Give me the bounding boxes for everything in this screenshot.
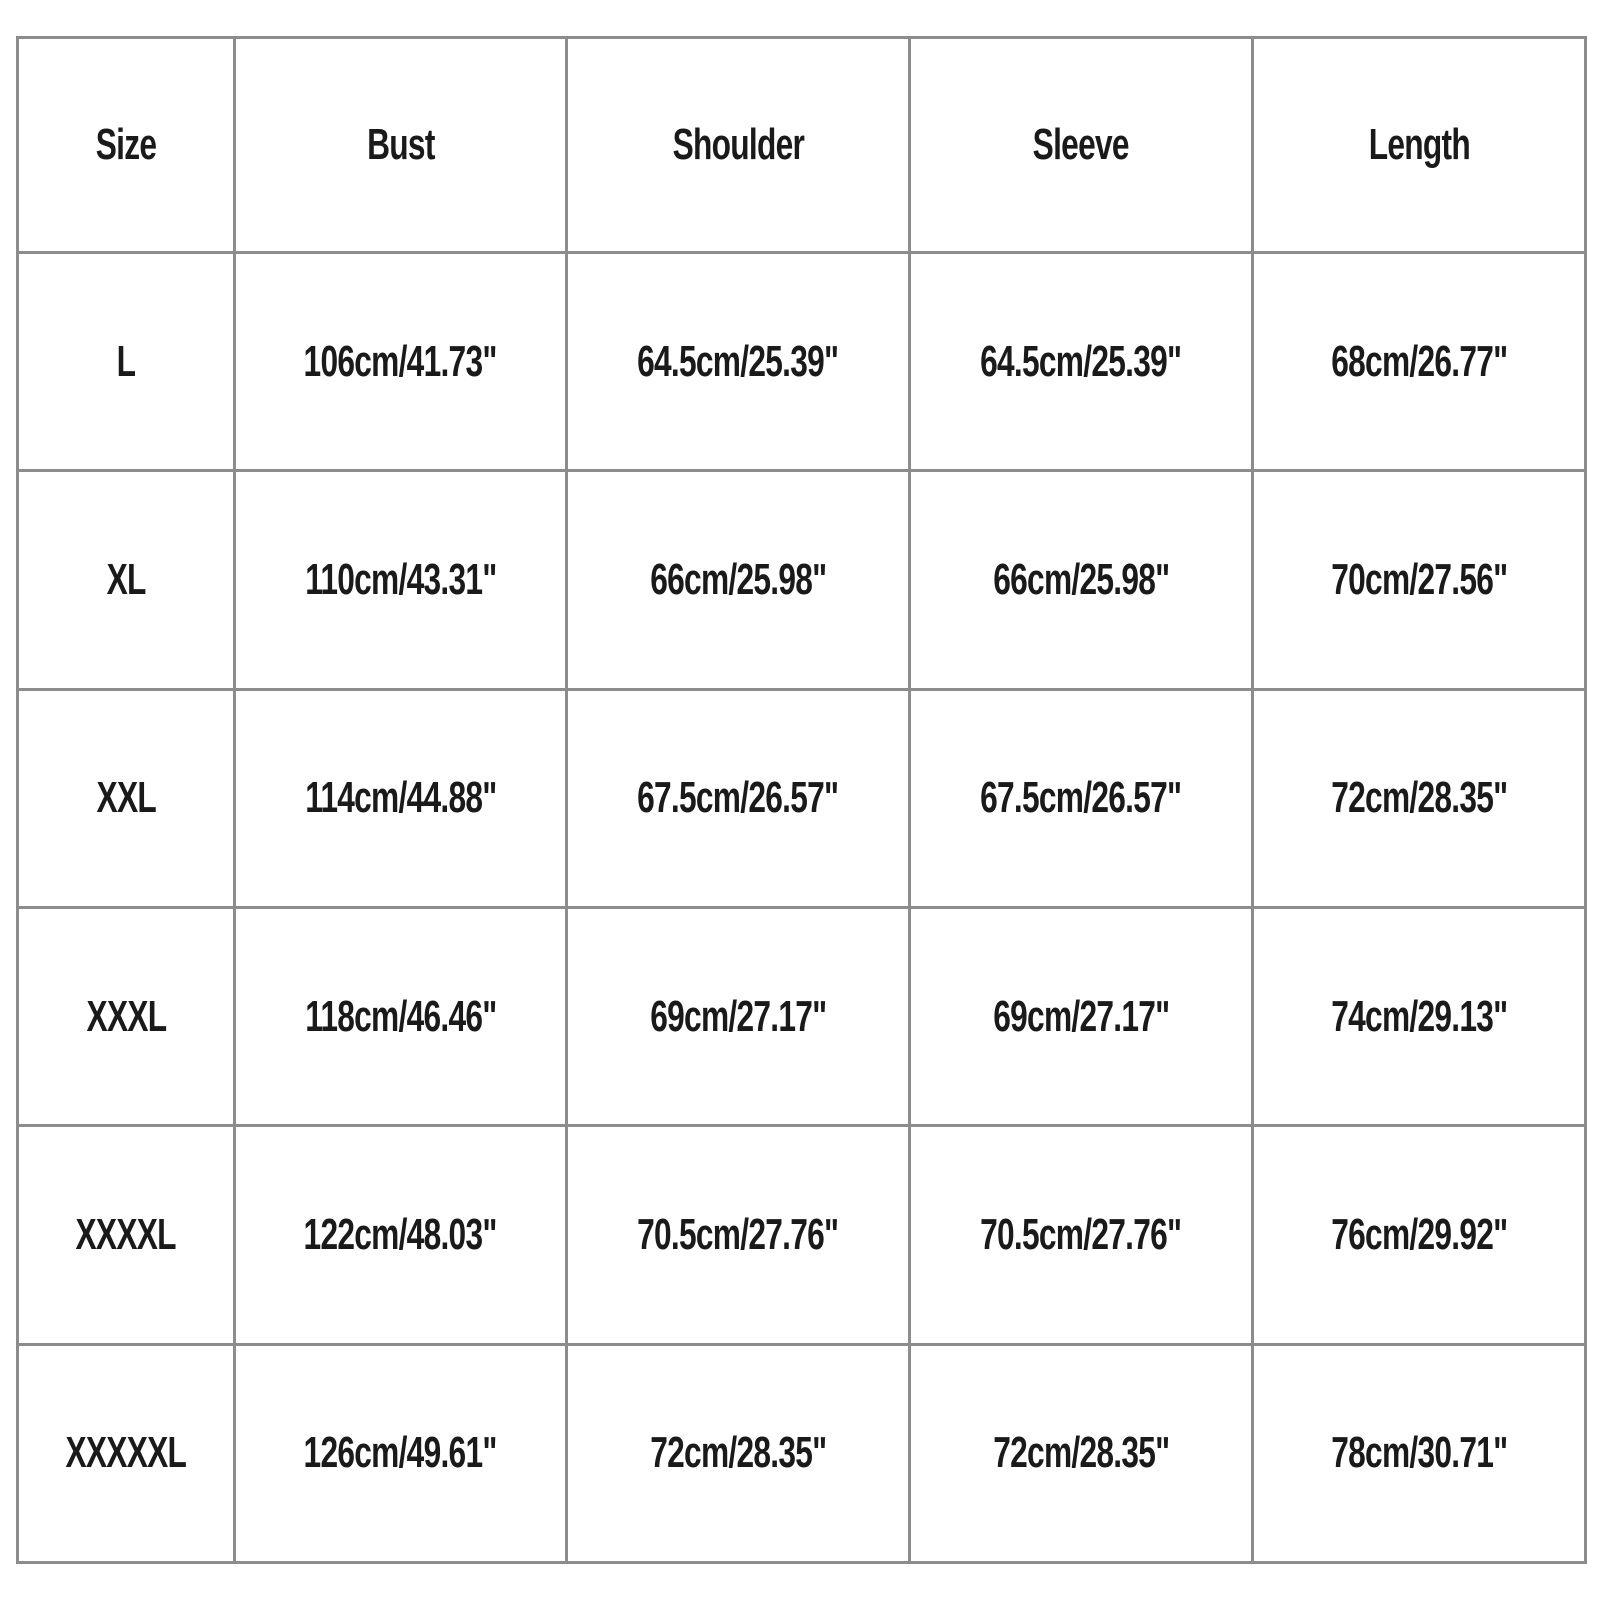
cell-shoulder: 67.5cm/26.57" xyxy=(567,689,910,907)
cell-bust: 122cm/48.03" xyxy=(235,1126,567,1344)
cell-size: XXXXL xyxy=(18,1126,235,1344)
cell-size: L xyxy=(18,253,235,471)
cell-sleeve: 67.5cm/26.57" xyxy=(910,689,1253,907)
cell-size: XL xyxy=(18,471,235,689)
cell-shoulder: 70.5cm/27.76" xyxy=(567,1126,910,1344)
header-sleeve: Sleeve xyxy=(910,38,1253,253)
cell-sleeve: 69cm/27.17" xyxy=(910,907,1253,1125)
cell-length: 78cm/30.71" xyxy=(1253,1344,1586,1562)
cell-bust: 118cm/46.46" xyxy=(235,907,567,1125)
table-row xyxy=(18,253,1586,471)
cell-length: 74cm/29.13" xyxy=(1253,907,1586,1125)
cell-length: 68cm/26.77" xyxy=(1253,253,1586,471)
cell-size: XXXXXL xyxy=(18,1344,235,1562)
cell-size: XXXL xyxy=(18,907,235,1125)
table-row xyxy=(18,471,1586,689)
cell-length: 72cm/28.35" xyxy=(1253,689,1586,907)
cell-length: 70cm/27.56" xyxy=(1253,471,1586,689)
cell-sleeve: 72cm/28.35" xyxy=(910,1344,1253,1562)
header-bust: Bust xyxy=(235,38,567,253)
cell-bust: 110cm/43.31" xyxy=(235,471,567,689)
cell-shoulder: 64.5cm/25.39" xyxy=(567,253,910,471)
table-row xyxy=(18,1344,1586,1562)
cell-shoulder: 69cm/27.17" xyxy=(567,907,910,1125)
table-row xyxy=(18,689,1586,907)
header-row xyxy=(18,38,1586,253)
cell-sleeve: 70.5cm/27.76" xyxy=(910,1126,1253,1344)
cell-size: XXL xyxy=(18,689,235,907)
cell-shoulder: 66cm/25.98" xyxy=(567,471,910,689)
table-row xyxy=(18,1126,1586,1344)
cell-sleeve: 66cm/25.98" xyxy=(910,471,1253,689)
table-row xyxy=(18,907,1586,1125)
cell-length: 76cm/29.92" xyxy=(1253,1126,1586,1344)
header-size: Size xyxy=(18,38,235,253)
cell-bust: 114cm/44.88" xyxy=(235,689,567,907)
header-shoulder: Shoulder xyxy=(567,38,910,253)
cell-sleeve: 64.5cm/25.39" xyxy=(910,253,1253,471)
size-chart-table xyxy=(16,36,1587,1564)
cell-bust: 126cm/49.61" xyxy=(235,1344,567,1562)
cell-bust: 106cm/41.73" xyxy=(235,253,567,471)
header-length: Length xyxy=(1253,38,1586,253)
cell-shoulder: 72cm/28.35" xyxy=(567,1344,910,1562)
